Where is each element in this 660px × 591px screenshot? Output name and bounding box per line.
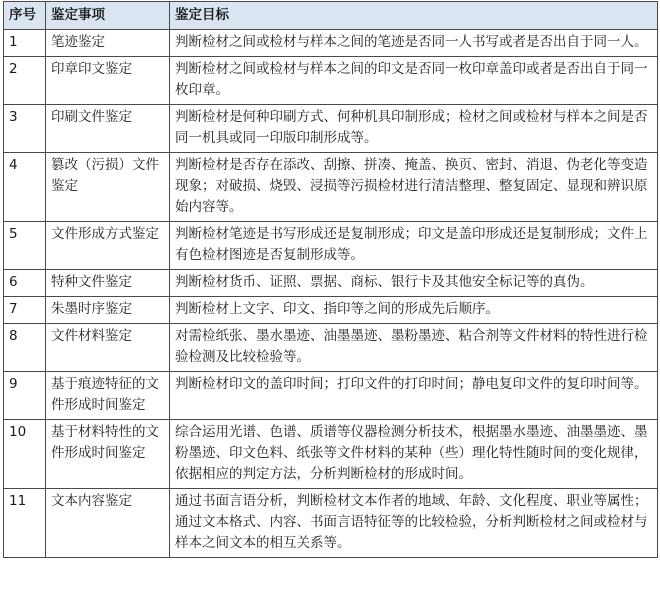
table-row (4, 105, 658, 153)
cell-goal: 判断检材笔迹是书写形成还是复制形成；印文是盖印形成还是复制形成；文件上有色检材图迹是否复制形成等。 (170, 222, 658, 270)
cell-goal: 判断检材是何种印刷方式、何种机具印制形成；检材之间或检材与样本之间是否同一机具或同一印版印制形成等。 (170, 105, 658, 153)
header-goal: 鉴定目标 (170, 2, 658, 30)
table-row (4, 372, 658, 420)
cell-item: 印章印文鉴定 (46, 57, 170, 105)
cell-no: 1 (4, 30, 46, 57)
table-row (4, 324, 658, 372)
table-row (4, 489, 658, 558)
cell-item: 印刷文件鉴定 (46, 105, 170, 153)
cell-goal: 判断检材货币、证照、票据、商标、银行卡及其他安全标记等的真伪。 (170, 270, 658, 297)
table-row (4, 420, 658, 489)
cell-no: 6 (4, 270, 46, 297)
cell-item: 篡改（污损）文件鉴定 (46, 153, 170, 222)
cell-goal: 对需检纸张、墨水墨迹、油墨墨迹、墨粉墨迹、粘合剂等文件材料的特性进行检验检测及比较检验等。 (170, 324, 658, 372)
cell-item: 基于材料特性的文件形成时间鉴定 (46, 420, 170, 489)
cell-item: 朱墨时序鉴定 (46, 297, 170, 324)
cell-no: 8 (4, 324, 46, 372)
cell-item: 笔迹鉴定 (46, 30, 170, 57)
table-row (4, 270, 658, 297)
cell-no: 5 (4, 222, 46, 270)
table-body (4, 30, 658, 558)
cell-goal: 通过书面言语分析，判断检材文本作者的地域、年龄、文化程度、职业等属性；通过文本格式、内容、书面言语特征等的比较检验，分析判断检材之间或检材与样本之间文本的相互关系等。 (170, 489, 658, 558)
cell-item: 文件形成方式鉴定 (46, 222, 170, 270)
cell-item: 文本内容鉴定 (46, 489, 170, 558)
cell-goal: 判断检材上文字、印文、指印等之间的形成先后顺序。 (170, 297, 658, 324)
appraisal-table (3, 1, 658, 558)
table-row (4, 153, 658, 222)
table-row (4, 30, 658, 57)
cell-goal: 判断检材是否存在添改、刮擦、拼凑、掩盖、换页、密封、消退、伪老化等变造现象；对破损、烧毁、浸损等污损检材进行清洁整理、整复固定、显现和辨识原始内容等。 (170, 153, 658, 222)
table-header-row (4, 2, 658, 30)
cell-no: 11 (4, 489, 46, 558)
cell-item: 特种文件鉴定 (46, 270, 170, 297)
table-row (4, 222, 658, 270)
cell-no: 2 (4, 57, 46, 105)
table-row (4, 57, 658, 105)
table-row (4, 297, 658, 324)
header-item: 鉴定事项 (46, 2, 170, 30)
cell-item: 文件材料鉴定 (46, 324, 170, 372)
cell-no: 9 (4, 372, 46, 420)
cell-no: 7 (4, 297, 46, 324)
cell-goal: 综合运用光谱、色谱、质谱等仪器检测分析技术，根据墨水墨迹、油墨墨迹、墨粉墨迹、印文色料、纸张等文件材料的某种（些）理化特性随时间的变化规律，依据相应的判定方法，分析判断检材的形成时间。 (170, 420, 658, 489)
cell-no: 10 (4, 420, 46, 489)
cell-no: 4 (4, 153, 46, 222)
cell-goal: 判断检材之间或检材与样本之间的笔迹是否同一人书写或者是否出自于同一人。 (170, 30, 658, 57)
cell-item: 基于痕迹特征的文件形成时间鉴定 (46, 372, 170, 420)
cell-goal: 判断检材之间或检材与样本之间的印文是否同一枚印章盖印或者是否出自于同一枚印章。 (170, 57, 658, 105)
cell-goal: 判断检材印文的盖印时间；打印文件的打印时间；静电复印文件的复印时间等。 (170, 372, 658, 420)
header-no: 序号 (4, 2, 46, 30)
cell-no: 3 (4, 105, 46, 153)
